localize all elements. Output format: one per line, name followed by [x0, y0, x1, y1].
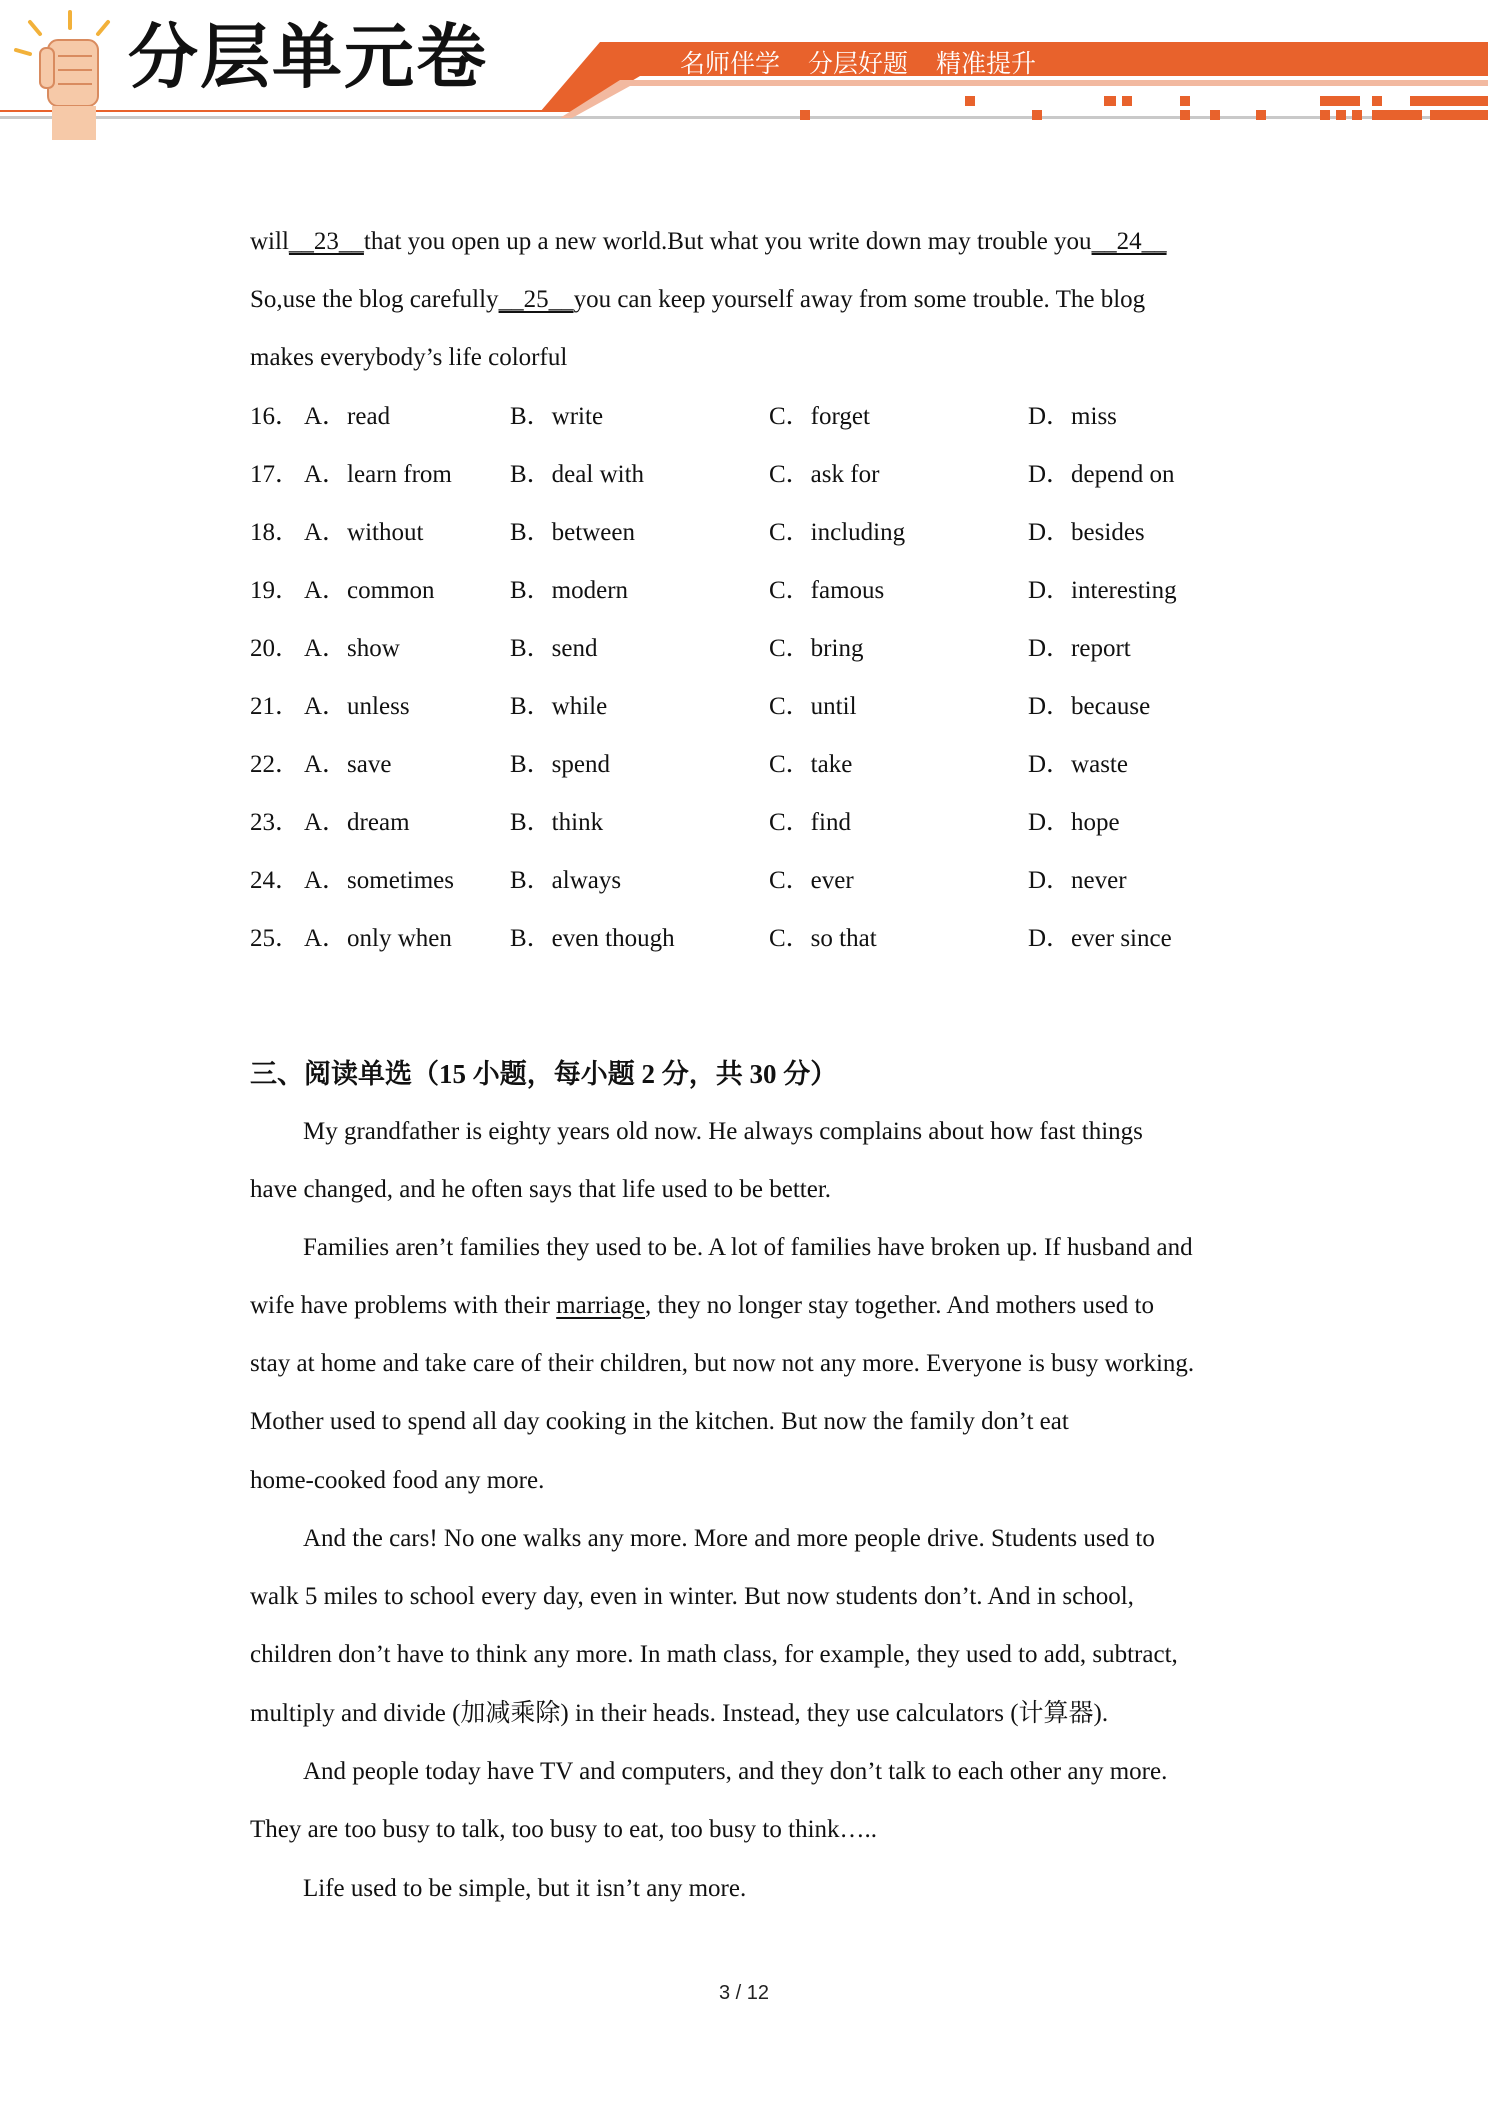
question-row-21 — [250, 692, 1260, 722]
option-a: A．only when — [304, 925, 452, 952]
paragraph-5-line-1: Life used to be simple, but it isn’t any more. — [303, 1875, 747, 1902]
underlined-word-marriage: marriage — [556, 1292, 646, 1319]
blank-25: __25__ — [498, 286, 574, 313]
slogan-3: 精准提升 — [936, 49, 1037, 78]
option-a: A．without — [304, 519, 424, 546]
header-slogans — [680, 44, 1036, 80]
option-b: B．modern — [510, 577, 629, 604]
option-a: A．learn from — [304, 461, 452, 488]
option-c: C．forget — [769, 403, 870, 430]
paragraph-2-line-1: Families aren’t families they used to be. A lot of families have broken up. If husband and — [303, 1234, 1193, 1261]
blank-23: __23__ — [288, 228, 364, 255]
option-a: A．read — [304, 403, 391, 430]
question-number: 21． — [250, 693, 301, 720]
option-d: D．because — [1028, 693, 1151, 720]
question-number: 24． — [250, 867, 301, 894]
paragraph-1-line-2: have changed, and he often says that life used to be better. — [250, 1176, 832, 1203]
passage-text: you can keep yourself away from some trouble. The blog — [573, 286, 1146, 313]
option-d: D．ever since — [1028, 925, 1172, 952]
passage-text: So,use the blog carefully — [250, 286, 499, 313]
option-a: A．common — [304, 577, 435, 604]
option-d: D．besides — [1028, 519, 1145, 546]
option-c: C．including — [769, 519, 906, 546]
passage-text: , they no longer stay together. And mothers used to — [645, 1292, 1154, 1319]
paragraph-3-line-3: children don’t have to think any more. In math class, for example, they used to add, subtract, — [250, 1641, 1178, 1668]
paragraph-4-line-2: They are too busy to talk, too busy to eat, too busy to think….. — [250, 1816, 878, 1843]
fist-logo-icon — [16, 12, 108, 140]
option-a: A．unless — [304, 693, 410, 720]
option-b: B．spend — [510, 751, 611, 778]
option-d: D．depend on — [1028, 461, 1175, 488]
question-number: 19． — [250, 577, 301, 604]
question-number: 17． — [250, 461, 301, 488]
option-b: B．send — [510, 635, 598, 662]
option-c: C．so that — [769, 925, 877, 952]
option-d: D．miss — [1028, 403, 1117, 430]
option-b: B．deal with — [510, 461, 645, 488]
question-number: 22． — [250, 751, 301, 778]
paragraph-3-line-2: walk 5 miles to school every day, even in winter. But now students don’t. And in school, — [250, 1583, 1134, 1610]
question-number: 23． — [250, 809, 301, 836]
option-c: C．find — [769, 809, 851, 836]
slogan-2: 分层好题 — [808, 49, 909, 78]
paragraph-2-line-2 — [250, 1291, 1154, 1321]
option-c: C．ever — [769, 867, 854, 894]
brand-title: 分层单元卷 — [128, 16, 488, 98]
option-b: B．while — [510, 693, 608, 720]
paragraph-3-line-1: And the cars! No one walks any more. More and more people drive. Students used to — [303, 1525, 1155, 1552]
slogan-1: 名师伴学 — [680, 49, 781, 78]
option-d: D．report — [1028, 635, 1131, 662]
option-b: B．think — [510, 809, 604, 836]
option-c: C．take — [769, 751, 853, 778]
question-number: 16． — [250, 403, 301, 430]
question-number: 20． — [250, 635, 301, 662]
paragraph-4-line-1: And people today have TV and computers, and they don’t talk to each other any more. — [303, 1758, 1168, 1785]
option-b: B．always — [510, 867, 622, 894]
question-number: 18． — [250, 519, 301, 546]
page-number: 3 / 12 — [718, 1982, 770, 2004]
option-d: D．never — [1028, 867, 1127, 894]
option-a: A．save — [304, 751, 392, 778]
paragraph-1-line-1: My grandfather is eighty years old now. He always complains about how fast things — [303, 1118, 1143, 1145]
option-c: C．until — [769, 693, 857, 720]
paragraph-2-line-4: Mother used to spend all day cooking in the kitchen. But now the family don’t eat — [250, 1408, 1069, 1435]
paragraph-2-line-3: stay at home and take care of their children, but now not any more. Everyone is busy working. — [250, 1350, 1195, 1377]
passage-text: that you open up a new world.But what you write down may trouble you — [363, 228, 1092, 255]
option-d: D．interesting — [1028, 577, 1177, 604]
option-a: A．show — [304, 635, 400, 662]
option-d: D．waste — [1028, 751, 1128, 778]
option-b: B．even though — [510, 925, 675, 952]
question-row-17 — [250, 460, 1260, 490]
passage-text: will — [250, 228, 289, 255]
option-c: C．ask for — [769, 461, 880, 488]
question-row-20 — [250, 634, 1260, 664]
passage-text: wife have problems with their — [250, 1292, 557, 1319]
option-c: C．bring — [769, 635, 864, 662]
passage-line-1 — [250, 227, 1167, 257]
question-row-18 — [250, 518, 1260, 548]
question-row-19 — [250, 576, 1260, 606]
question-row-16 — [250, 402, 1260, 432]
paragraph-3-line-4: multiply and divide (加减乘除) in their heads. Instead, they use calculators (计算器). — [250, 1700, 1109, 1727]
passage-line-3: makes everybody’s life colorful — [250, 344, 568, 371]
passage-line-2 — [250, 285, 1145, 315]
question-row-25 — [250, 924, 1260, 954]
blank-24: __24__ — [1091, 228, 1167, 255]
option-c: C．famous — [769, 577, 885, 604]
option-a: A．sometimes — [304, 867, 454, 894]
option-a: A．dream — [304, 809, 410, 836]
question-row-23 — [250, 808, 1260, 838]
option-b: B．between — [510, 519, 635, 546]
question-number: 25． — [250, 925, 301, 952]
question-row-22 — [250, 750, 1260, 780]
section-heading: 三、阅读单选（15 小题，每小题 2 分，共 30 分） — [250, 1059, 838, 1089]
paragraph-2-line-5: home-cooked food any more. — [250, 1467, 545, 1494]
page-header — [0, 0, 1488, 140]
option-d: D．hope — [1028, 809, 1120, 836]
option-b: B．write — [510, 403, 604, 430]
question-row-24 — [250, 866, 1260, 896]
